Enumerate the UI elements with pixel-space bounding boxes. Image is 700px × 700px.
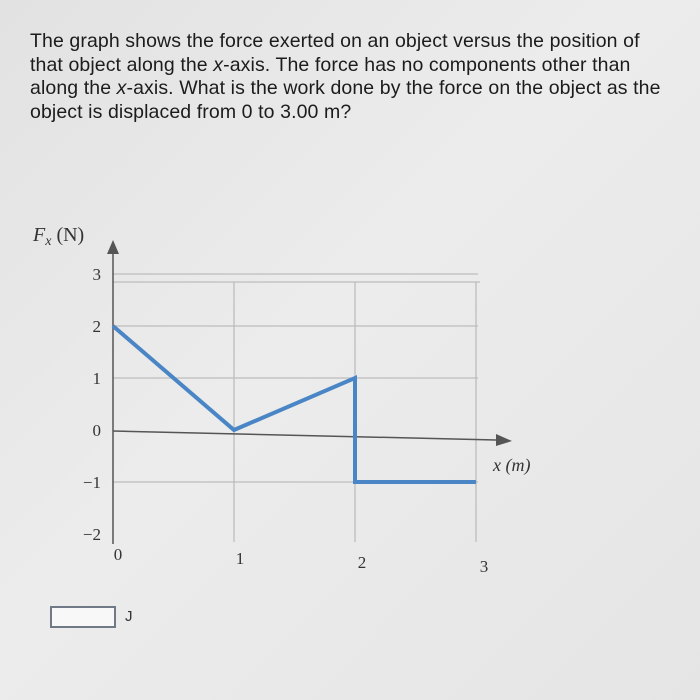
axes [107,240,512,544]
answer-unit: J [125,608,133,625]
y-tick-label: −1 [82,473,101,492]
y-tick-label: 2 [92,317,101,336]
grid [113,274,480,542]
y-tick-label: 3 [92,265,101,284]
question-text: The graph shows the force exerted on an object versus the position of that object along the x-axis. The force has no components other than along the x-axis. What is the work done by the force on the object as the object is displaced from 0 to 3.00 m? [30,30,661,123]
y-tick-label: 0 [92,421,101,440]
x-tick-label: 0 [113,545,123,564]
y-axis-label: $F_x$ (N) [33,224,85,249]
answer-input[interactable] [50,606,116,628]
x-tick-label: 3 [479,557,489,576]
y-tick-label: 1 [92,369,101,388]
force-line [113,326,476,482]
x-tick-label: 2 [357,553,367,572]
x-axis-line [113,431,496,440]
y-tick-label: −2 [82,525,101,544]
series [113,326,476,482]
x-axis-arrow [496,434,512,446]
x-tick-label: 1 [235,549,245,568]
tick-labels [83,265,488,576]
y-axis-arrow [107,240,119,254]
x-axis-label: x (m) [493,455,531,475]
